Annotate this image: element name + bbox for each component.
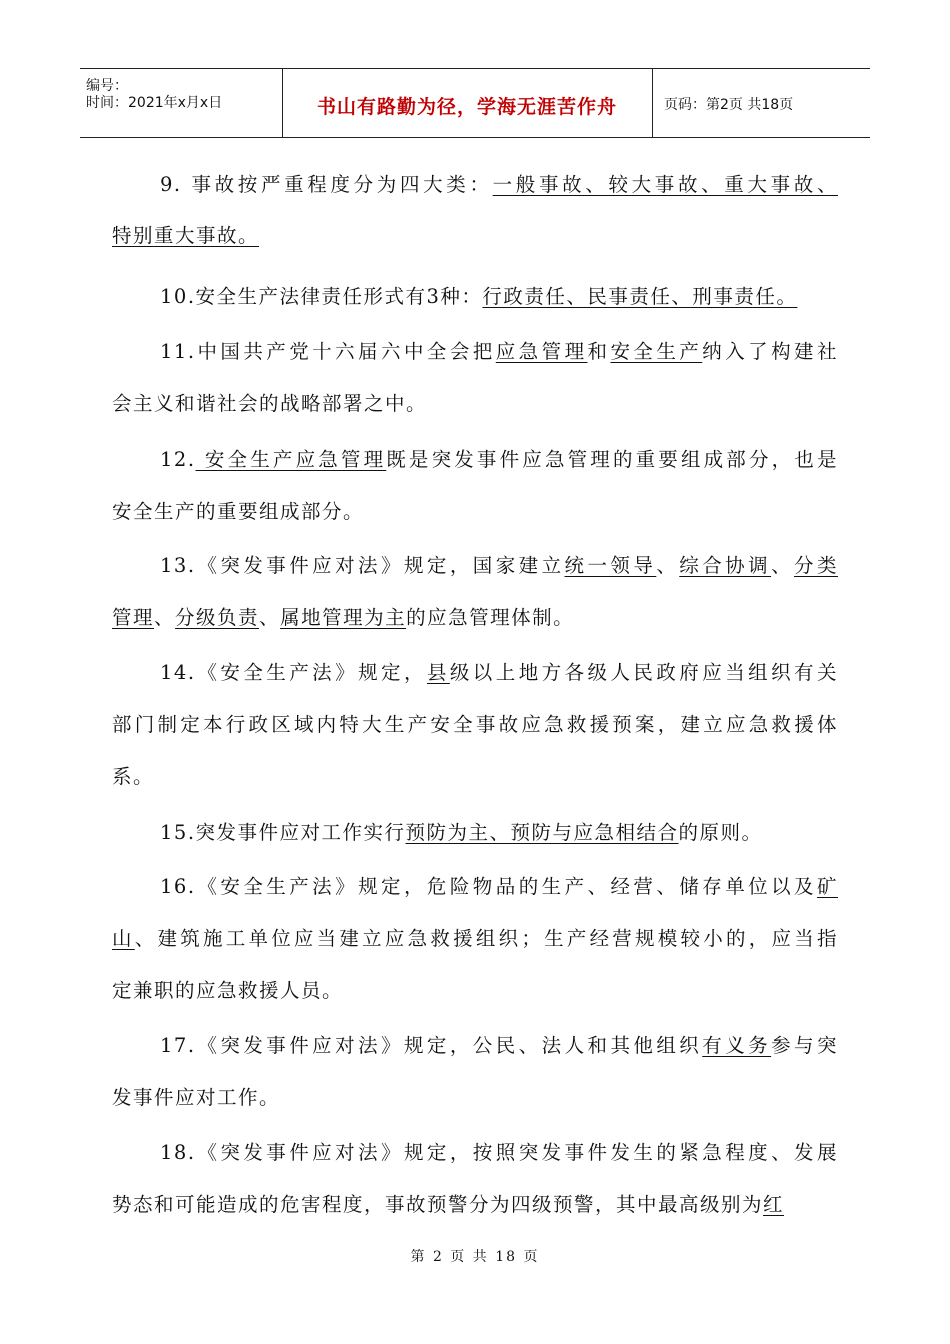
answer-blank: 管理	[112, 606, 155, 629]
question-12-line	[112, 499, 838, 525]
question-text: 15.突发事件应对工作实行	[160, 821, 406, 844]
page-header	[80, 68, 870, 138]
question-14-line	[160, 660, 838, 686]
question-text: 、	[154, 606, 176, 629]
question-text: 11.中国共产党十六届六中全会把	[160, 340, 496, 363]
answer-blank: 属地管理为主	[280, 606, 407, 629]
header-motto-cell	[282, 69, 653, 137]
question-13-line	[160, 553, 838, 579]
question-text: 10.安全生产法律责任形式有3种：	[160, 285, 483, 308]
question-text: 势态和可能造成的危害程度，事故预警分为四级预警，其中最高级别为	[112, 1193, 764, 1216]
question-text: 、	[259, 606, 281, 629]
question-text: 发事件应对工作。	[112, 1086, 281, 1109]
question-12-line	[160, 447, 838, 473]
question-text: 、	[656, 554, 680, 577]
question-text: 9. 事故按严重程度分为四大类：	[160, 173, 493, 196]
question-text: 安全生产的重要组成部分。	[112, 500, 365, 523]
question-text: 的原则。	[678, 821, 763, 844]
question-18-line	[160, 1140, 838, 1166]
question-text: 17.《突发事件应对法》规定，公民、法人和其他组织	[160, 1034, 703, 1057]
question-14-line	[112, 712, 838, 738]
answer-blank: 预防为主、预防与应急相结合	[405, 821, 679, 844]
question-text: 、	[771, 554, 795, 577]
answer-blank: 应急管理	[495, 340, 588, 363]
question-9-line	[160, 172, 838, 198]
answer-blank: 综合协调	[679, 554, 772, 577]
answer-blank: 红	[763, 1193, 785, 1216]
question-15-line	[160, 820, 838, 846]
question-text: 的应急管理体制。	[406, 606, 575, 629]
question-16-line	[160, 874, 838, 900]
question-text: 参与突	[771, 1034, 838, 1057]
document-number-label: 编号：	[86, 78, 128, 94]
question-10-line	[160, 284, 838, 310]
header-page-cell	[652, 69, 870, 137]
header-meta-cell	[80, 69, 283, 137]
answer-blank: 有义务	[702, 1034, 772, 1057]
question-11-line	[160, 339, 838, 365]
answer-blank: 特别重大事故。	[112, 224, 260, 247]
question-9-line	[112, 223, 838, 249]
question-text: 定兼职的应急救援人员。	[112, 979, 344, 1002]
answer-blank: 行政责任、民事责任、刑事责任。	[482, 285, 798, 308]
question-14-line	[112, 764, 838, 790]
question-text: 12.	[160, 448, 196, 471]
header-motto: 书山有路勤为径，学海无涯苦作舟	[316, 96, 617, 118]
question-text: 16.《安全生产法》规定，危险物品的生产、经营、储存单位以及	[160, 875, 817, 898]
question-text: 系。	[112, 765, 155, 788]
question-text: 既是突发事件应急管理的重要组成部分，也是	[386, 448, 838, 471]
question-text: 13.《突发事件应对法》规定，国家建立	[160, 554, 565, 577]
answer-blank: 分级负责	[175, 606, 260, 629]
question-17-line	[112, 1085, 838, 1111]
answer-blank: 山	[112, 927, 135, 950]
question-text: 14.《安全生产法》规定，	[160, 661, 427, 684]
answer-blank: 县	[426, 661, 450, 684]
answer-blank: 安全生产	[610, 340, 703, 363]
question-16-line	[112, 926, 838, 952]
question-text: 会主义和谐社会的战略部署之中。	[112, 392, 428, 415]
header-page-info: 页码：第2页 共18页	[664, 97, 794, 113]
page-footer: 第 2 页 共 18 页	[410, 1249, 540, 1265]
answer-blank: 分类	[794, 554, 838, 577]
answer-blank: 一般事故、较大事故、重大事故、	[492, 173, 838, 196]
answer-blank: 统一领导	[564, 554, 657, 577]
question-17-line	[160, 1033, 838, 1059]
answer-blank: 矿	[816, 875, 838, 898]
question-text: 部门制定本行政区域内特大生产安全事故应急救援预案，建立应急救援体	[112, 713, 838, 736]
answer-blank: 安全生产应急管理	[195, 448, 387, 471]
question-text: 和	[587, 340, 611, 363]
question-18-line	[112, 1192, 838, 1218]
question-text: 18.《突发事件应对法》规定，按照突发事件发生的紧急程度、发展	[160, 1141, 838, 1164]
question-16-line	[112, 978, 838, 1004]
question-text: 、建筑施工单位应当建立应急救援组织；生产经营规模较小的，应当指	[134, 927, 838, 950]
question-text: 纳入了构建社	[702, 340, 838, 363]
question-11-line	[112, 391, 838, 417]
question-13-line	[112, 605, 838, 631]
question-text: 级以上地方各级人民政府应当组织有关	[449, 661, 838, 684]
document-time-label: 时间：2021年x月x日	[86, 95, 223, 111]
